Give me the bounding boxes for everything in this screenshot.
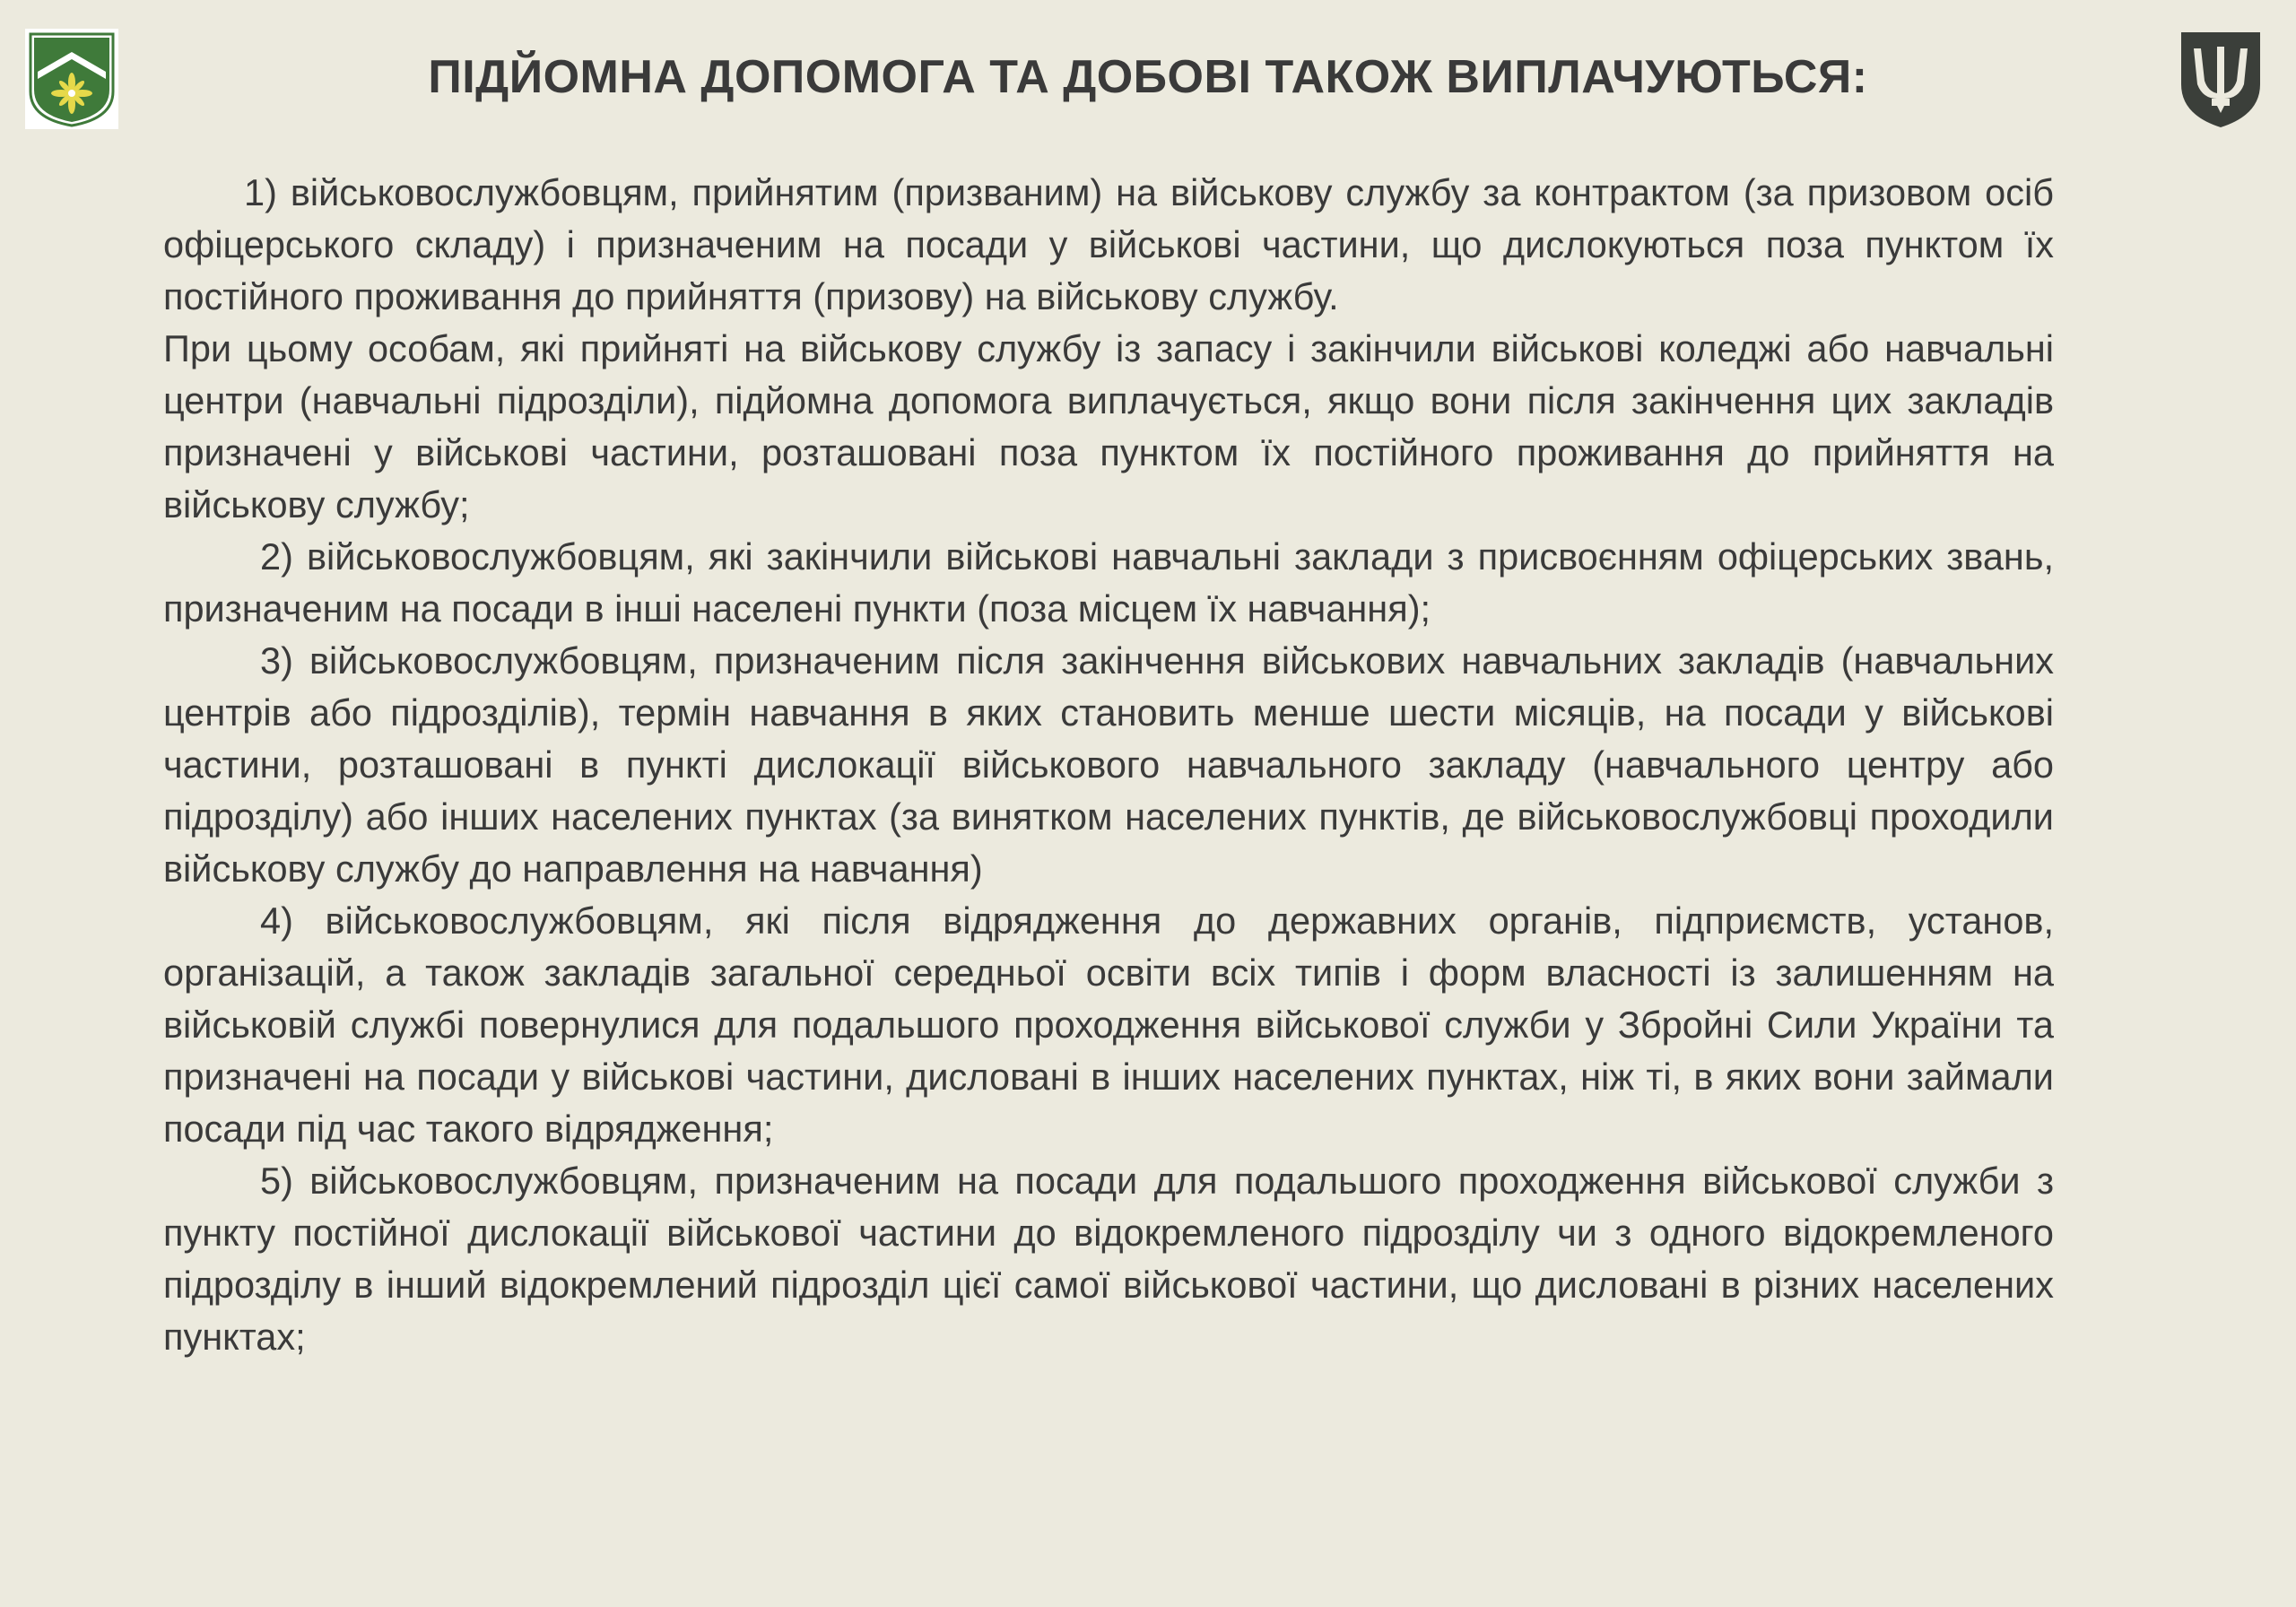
paragraph-item-1: 1) військовослужбовцям, прийнятим (призваним) на військову службу за контрактом (за призовом осіб офіцерського складу) і призначеним на посади у військові частини, що дислокуються поза пунктом їх постійного проживання до прийняття (призову) на військову службу.	[163, 171, 2054, 317]
paragraph-item-3: 3) військовослужбовцям, призначеним після закінчення військових навчальних закладів (навчальних центрів або підрозділів), термін навчання в яких становить менше шести місяців, на посади у військові частини, розташовані в пункті дислокації військового навчального закладу (навчального центру або підрозділу) або інших населених пунктах (за винятком населених пунктів, де військовослужбовці проходили військову службу до направлення на навчання)	[163, 639, 2054, 890]
paragraph-item-5: 5) військовослужбовцям, призначеним на посади для подальшого проходження військової служби з пункту постійної дислокації військової частини до відокремленого підрозділу чи з одного відокремленого підрозділу в інший відокремлений підрозділ цієї самої військової частини, що дисловані в різних населених пунктах;	[163, 1160, 2054, 1358]
unit-shield-emblem-icon	[25, 29, 118, 129]
document-body	[163, 167, 2054, 1363]
paragraph-item-4: 4) військовослужбовцям, які після відрядження до державних органів, підприємств, установ, організацій, а також закладів загальної середньої освіти всіх типів і форм власності із залишенням на військовій службі повернулися для подальшого проходження військової служби у Збройні Сили України та призначені на посади у військові частини, дисловані в інших населених пунктах, ніж ті, в яких вони займали посади під час такого відрядження;	[163, 899, 2054, 1150]
paragraph-item-2: 2) військовослужбовцям, які закінчили військові навчальні заклади з присвоєнням офіцерських звань, призначеним на посади в інші населені пункти (поза місцем їх навчання);	[163, 535, 2054, 630]
armed-forces-trident-emblem-icon	[2178, 29, 2264, 129]
page-title: ПІДЙОМНА ДОПОМОГА ТА ДОБОВІ ТАКОЖ ВИПЛАЧУЮТЬСЯ:	[428, 51, 1868, 103]
paragraph-item-1-note: При цьому особам, які прийняті на військову службу із запасу і закінчили військові коледжі або навчальні центри (навчальні підрозділи), підйомна допомога виплачується, якщо вони після закінчення цих закладів призначені у військові частини, розташовані поза пунктом їх постійного проживання до прийняття на військову службу;	[163, 327, 2054, 526]
